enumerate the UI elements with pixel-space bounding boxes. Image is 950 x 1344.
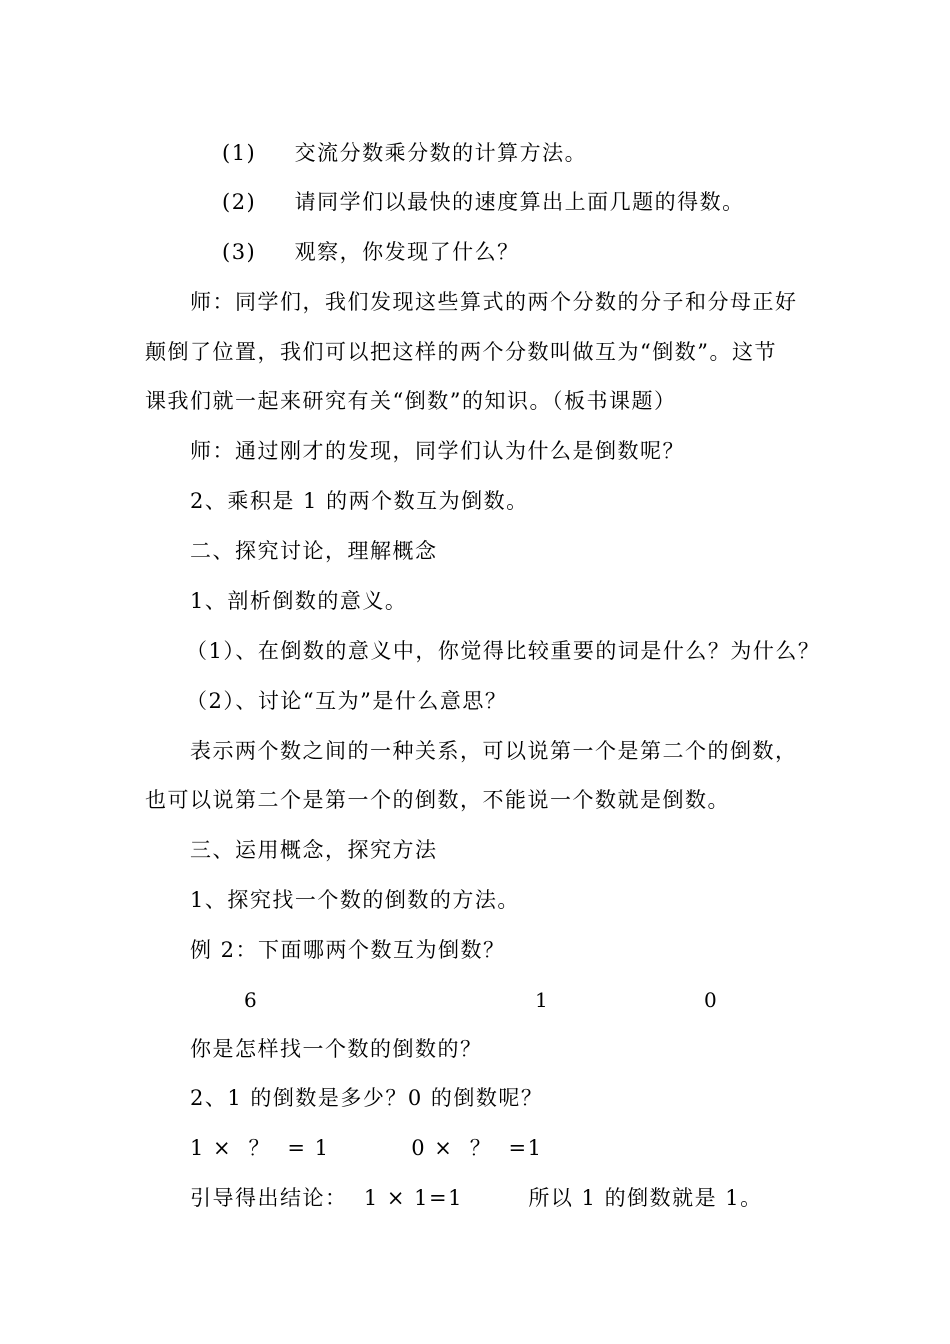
example-number: 1 — [535, 988, 548, 1012]
equation-line: 1 × ？ = 1 0 × ？ =1 — [190, 1136, 543, 1160]
paragraph-line: 也可以说第二个是第一个的倒数，不能说一个数就是倒数。 — [145, 788, 730, 812]
conclusion-line: 引导得出结论： 1 × 1=1 所以 1 的倒数就是 1。 — [190, 1186, 763, 1210]
item-3-text: 观察，你发现了什么？ — [294, 240, 520, 264]
definition-line: 2、乘积是 1 的两个数互为倒数。 — [190, 489, 529, 513]
item-1-text: 交流分数乘分数的计算方法。 — [294, 141, 588, 165]
paragraph-line: （1）、在倒数的意义中，你觉得比较重要的词是什么？为什么？ — [186, 639, 821, 663]
item-3-label: (3) — [222, 240, 257, 264]
section-heading: 二、探究讨论，理解概念 — [190, 539, 438, 563]
section-heading: 三、运用概念，探究方法 — [190, 838, 438, 862]
paragraph-line: （2）、讨论“互为”是什么意思？ — [186, 689, 508, 713]
example-line: 例 2：下面哪两个数互为倒数？ — [190, 938, 506, 962]
paragraph-line: 师：通过刚才的发现，同学们认为什么是倒数呢？ — [190, 439, 685, 463]
item-1-label: (1) — [222, 141, 257, 165]
item-3 — [222, 237, 520, 267]
paragraph-line: 课我们就一起来研究有关“倒数”的知识。（板书课题） — [145, 389, 677, 413]
paragraph-line: 2、1 的倒数是多少？0 的倒数呢？ — [190, 1086, 544, 1110]
paragraph-line: 你是怎样找一个数的倒数的？ — [190, 1037, 483, 1061]
paragraph-line: 颠倒了位置，我们可以把这样的两个分数叫做互为“倒数”。这节 — [145, 340, 777, 364]
item-1 — [222, 138, 587, 168]
item-2-label: (2) — [222, 190, 257, 214]
paragraph-line: 1、探究找一个数的倒数的方法。 — [190, 888, 520, 912]
paragraph-line: 1、剖析倒数的意义。 — [190, 589, 408, 613]
paragraph-line: 师：同学们，我们发现这些算式的两个分数的分子和分母正好 — [190, 290, 798, 314]
example-number: 0 — [704, 988, 717, 1012]
paragraph-line: 表示两个数之间的一种关系，可以说第一个是第二个的倒数， — [190, 739, 798, 763]
item-2-text: 请同学们以最快的速度算出上面几题的得数。 — [294, 190, 745, 214]
item-2 — [222, 187, 745, 217]
example-number: 6 — [244, 988, 257, 1012]
